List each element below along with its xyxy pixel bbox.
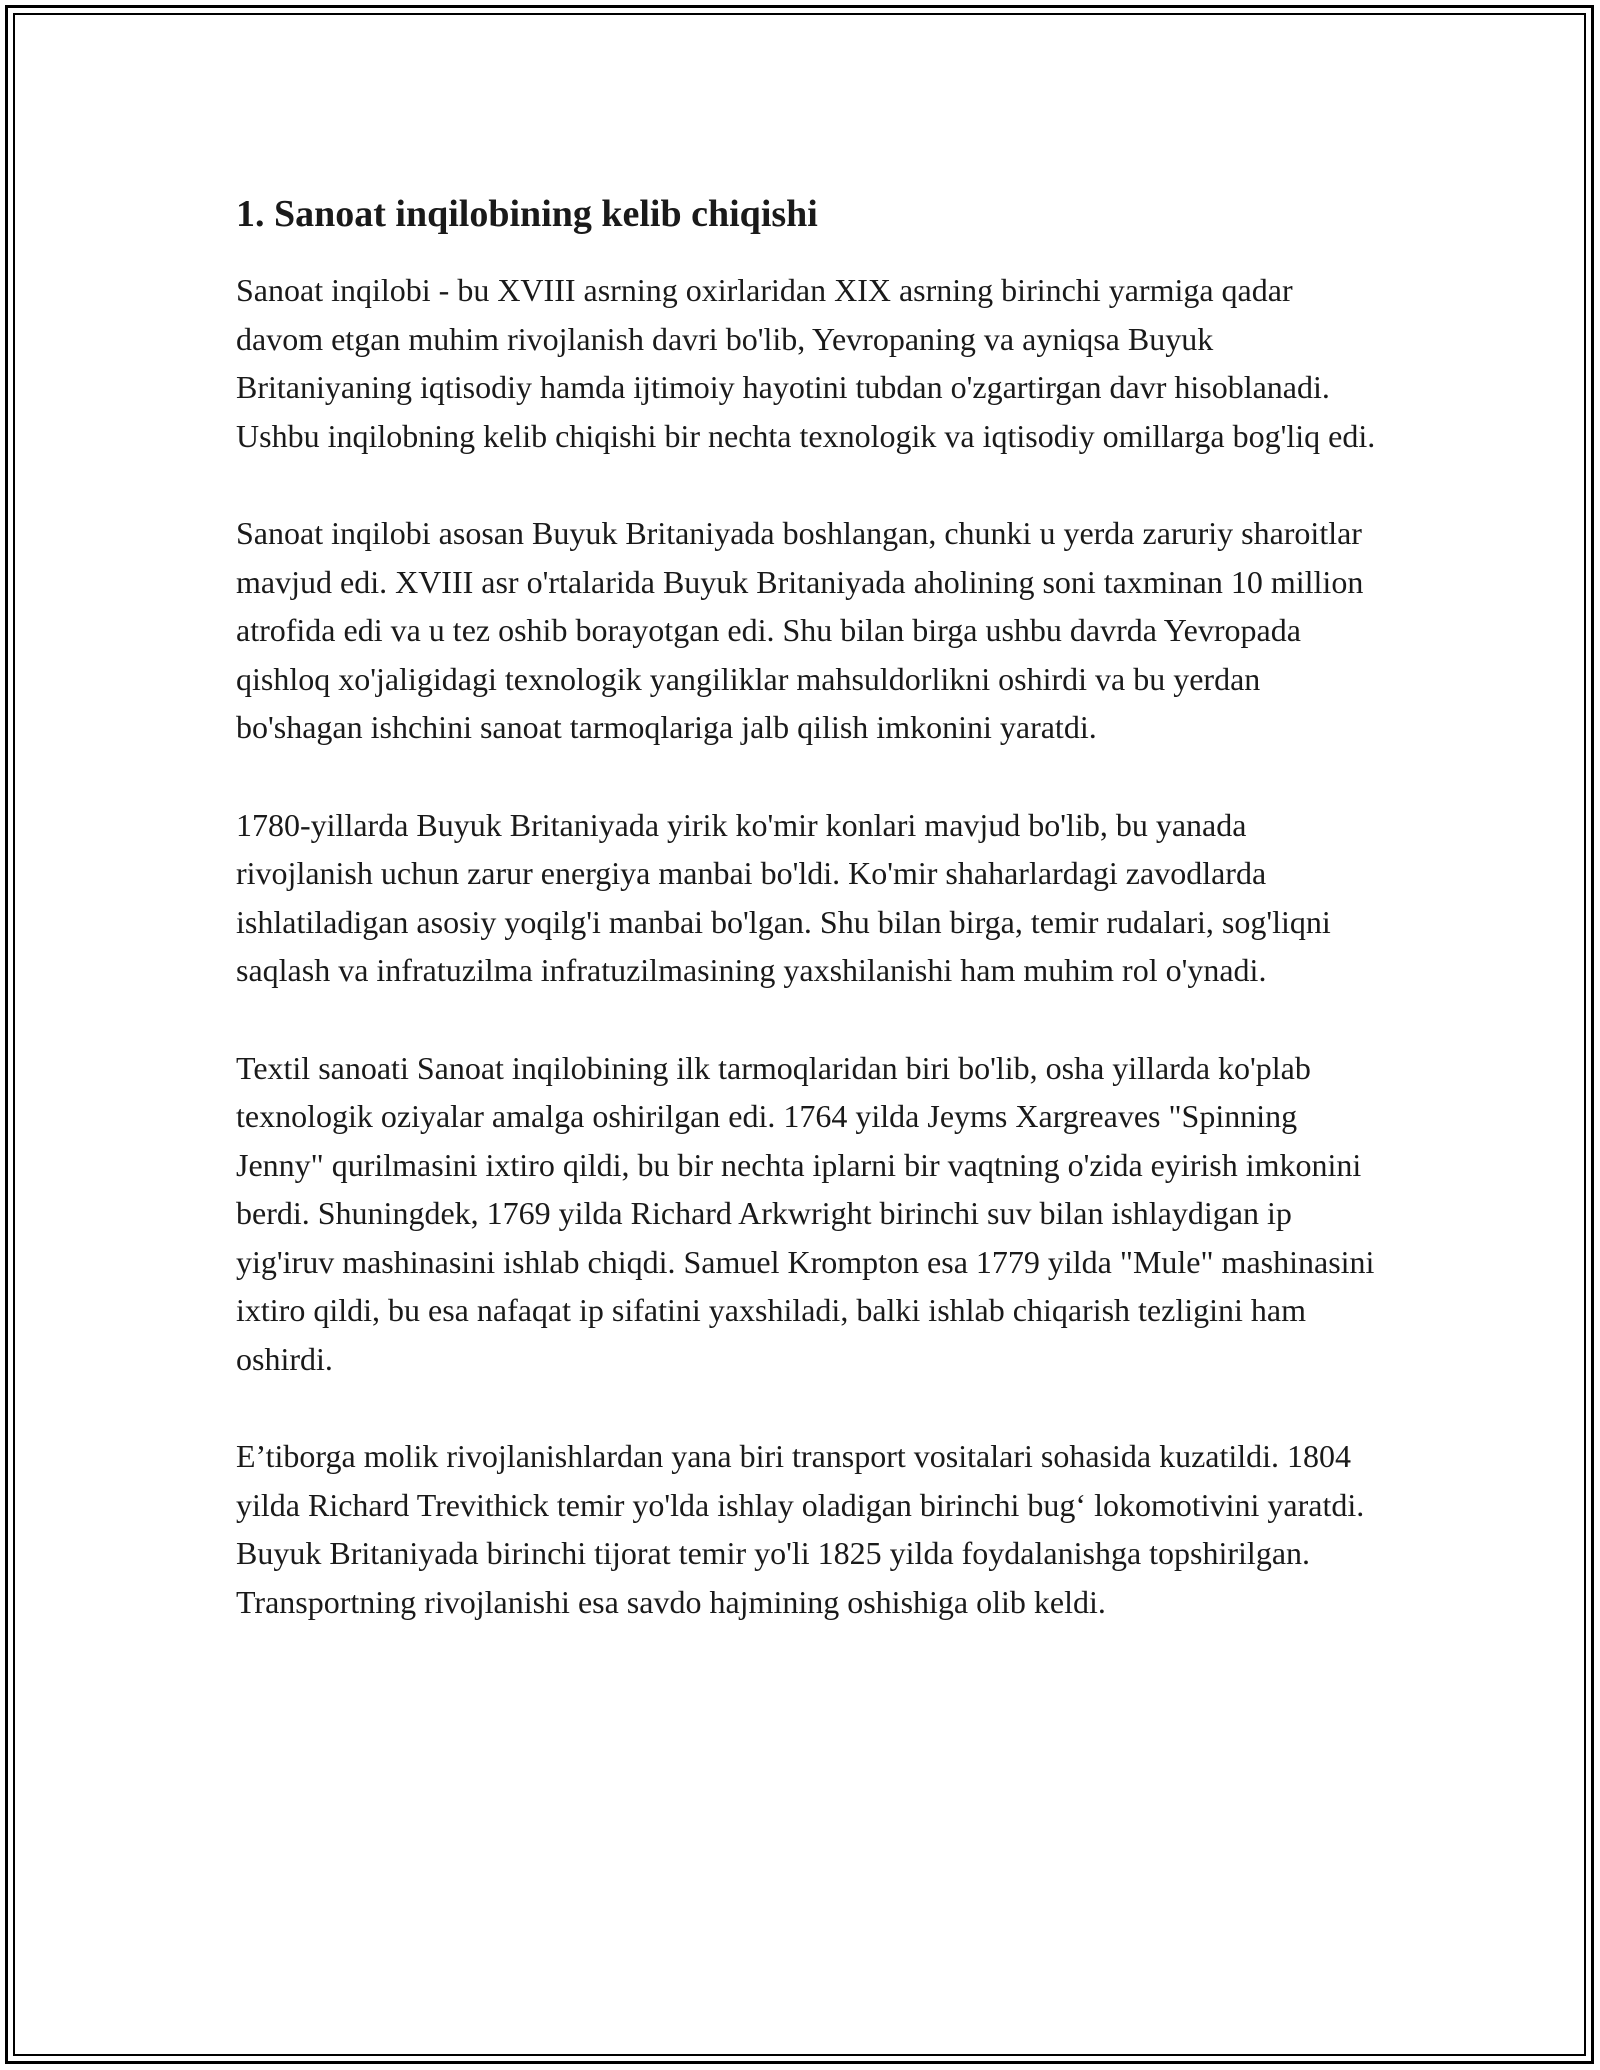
section-heading: 1. Sanoat inqilobining kelib chiqishi [236,193,818,235]
paragraph-1: Sanoat inqilobi - bu XVIII asrning oxirlaridan XIX asrning birinchi yarmiga qadar davom etgan muhim rivojlanish davri bo'lib, Yevropaning va ayniqsa Buyuk Britaniyaning iqtisodiy hamda ijtimoiy hayotini tubdan o'zgartirgan davr hisoblanadi. Ushbu inqilobning kelib chiqishi bir nechta texnologik va iqtisodiy omillarga bog'liq edi. [236,272,1376,454]
paragraph-4: Textil sanoati Sanoat inqilobining ilk tarmoqlaridan biri bo'lib, osha yillarda ko'plab texnologik oziyalar amalga oshirilgan edi. 1764 yilda Jeyms Xargreaves "Spinning Jenny" qurilmasini ixtiro qildi, bu bir nechta iplarni bir vaqtning o'zida eyirish imkonini berdi. Shuningdek, 1769 yilda Richard Arkwright birinchi suv bilan ishlaydigan ip yig'iruv mashinasini ishlab chiqdi. Samuel Krompton esa 1779 yilda "Mule" mashinasini ixtiro qildi, bu esa nafaqat ip sifatini yaxshiladi, balki ishlab chiqarish tezligini ham oshirdi. [236,1049,1375,1377]
paragraph-2: Sanoat inqilobi asosan Buyuk Britaniyada boshlangan, chunki u yerda zaruriy sharoitlar mavjud edi. XVIII asr o'rtalarida Buyuk Britaniyada aholining soni taxminan 10 million atrofida edi va u tez oshib borayotgan edi. Shu bilan birga ushbu davrda Yevropada qishloq xo'jaligidagi texnologik yangiliklar mahsuldorlikni oshirdi va bu yerdan bo'shagan ishchini sanoat tarmoqlariga jalb qilish imkonini yaratdi. [236,515,1364,745]
paragraph-5: E’tiborga molik rivojlanishlardan yana biri transport vositalari sohasida kuzatildi. 1804 yilda Richard Trevithick temir yo'lda ishlay oladigan birinchi bug‘ lokomotivini yaratdi. Buyuk Britaniyada birinchi tijorat temir yo'li 1825 yilda foydalanishga topshirilgan. Transportning rivojlanishi esa savdo hajmining oshishiga olib keldi. [236,1438,1365,1620]
paragraph-3: 1780-yillarda Buyuk Britaniyada yirik ko'mir konlari mavjud bo'lib, bu yanada rivojlanish uchun zarur energiya manbai bo'ldi. Ko'mir shaharlardagi zavodlarda ishlatiladigan asosiy yoqilg'i manbai bo'lgan. Shu bilan birga, temir rudalari, sog'liqni saqlash va infratuzilma infratuzilmasining yaxshilanishi ham muhim rol o'ynadi. [236,806,1331,988]
document-body [236,186,1376,1626]
